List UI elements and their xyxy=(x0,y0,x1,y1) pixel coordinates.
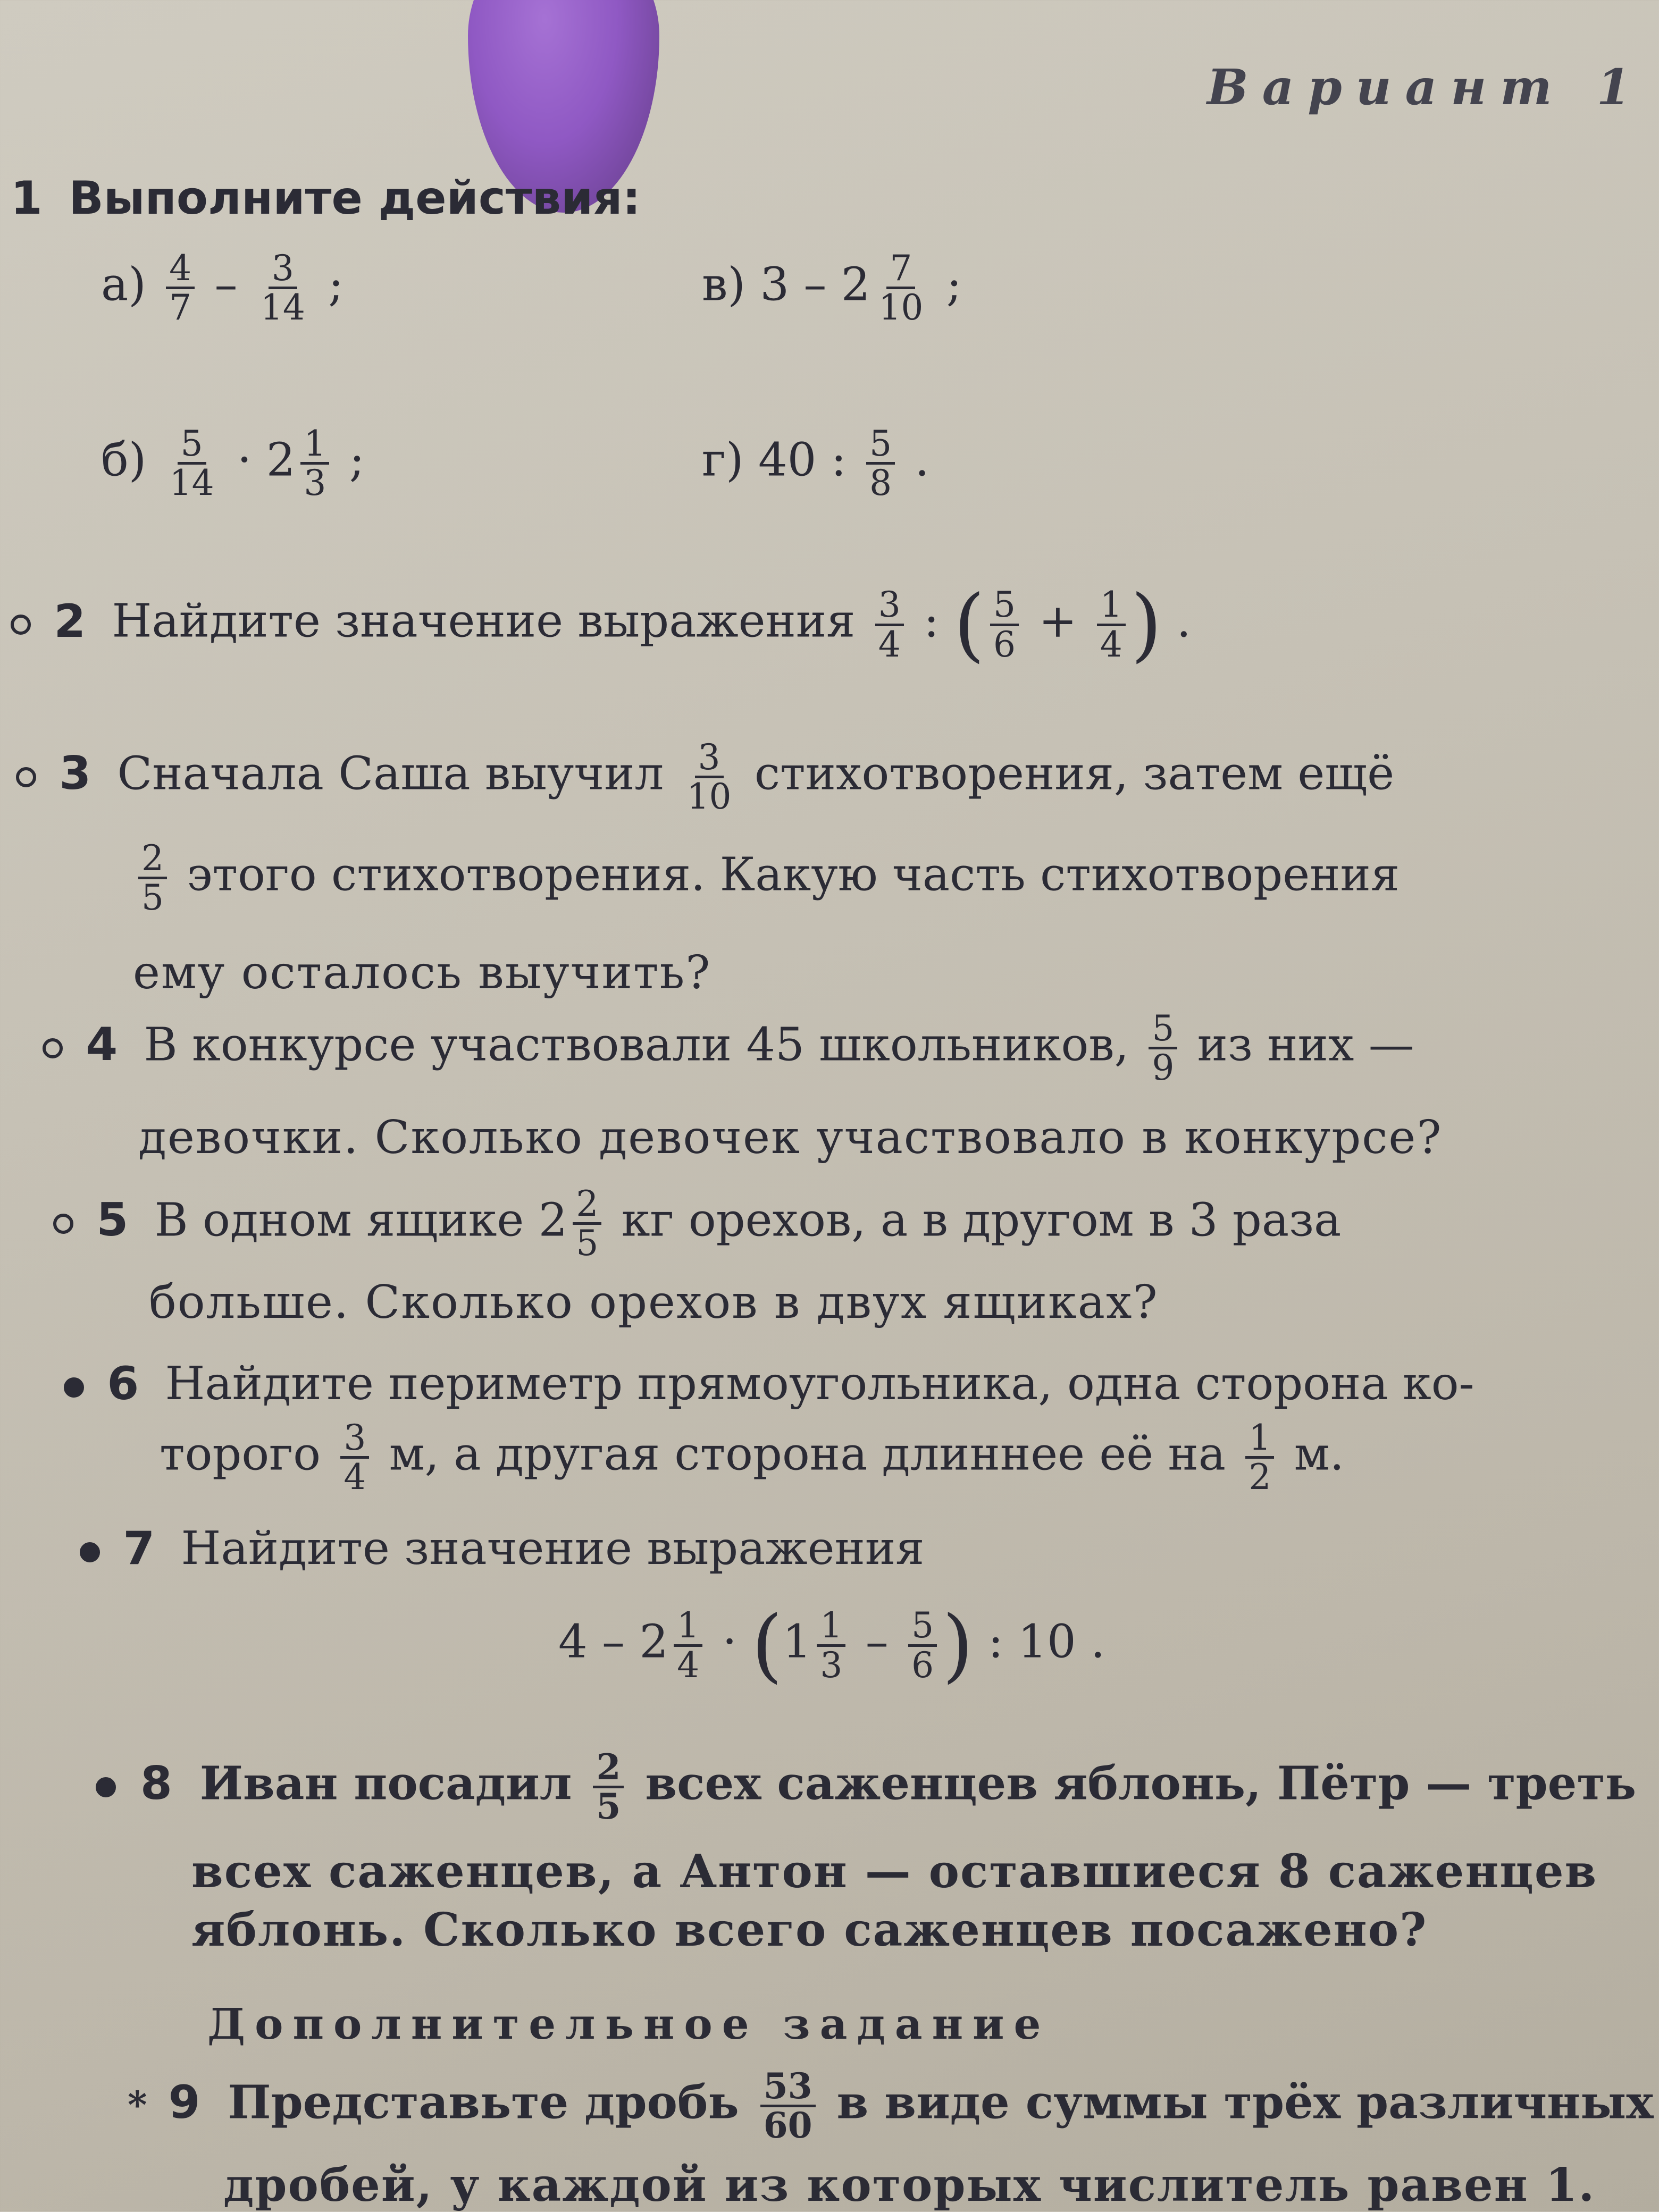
task-number: 1 xyxy=(11,172,43,225)
fraction: $\frac{3}{10}$ xyxy=(686,737,732,818)
number: 3 xyxy=(760,258,790,312)
punctuation: ; xyxy=(328,258,344,312)
filled-circle-icon xyxy=(64,1377,84,1398)
operator: · xyxy=(722,1615,737,1669)
expr-right: : 10 . xyxy=(987,1615,1105,1669)
filled-circle-icon xyxy=(96,1777,116,1797)
filled-circle-icon xyxy=(80,1542,100,1562)
operator: : xyxy=(831,433,847,487)
task-text: всех саженцев яблонь, Пётр — треть xyxy=(645,1756,1637,1811)
task-number: 9 xyxy=(168,2076,200,2130)
fraction: $\frac{7}{10}$ xyxy=(878,248,924,329)
task-1b xyxy=(101,425,365,502)
task-text: Сначала Саша выучил xyxy=(117,747,664,801)
fraction: $\frac{3}{4}$ xyxy=(875,586,904,663)
task-1-heading xyxy=(11,172,641,225)
whole-part: 2 xyxy=(266,433,296,487)
task-text: Иван посадил xyxy=(199,1756,572,1811)
open-circle-icon xyxy=(43,1038,63,1058)
open-circle-icon xyxy=(11,615,31,635)
task-text: из них — xyxy=(1197,1018,1414,1072)
task-8-line-3: яблонь. Сколько всего саженцев посажено? xyxy=(191,1903,1428,1957)
fraction: $\frac{5}{6}$ xyxy=(990,586,1019,663)
punctuation: . xyxy=(915,433,929,487)
paren-open: ( xyxy=(953,578,985,671)
whole-part: 1 xyxy=(782,1615,812,1669)
fraction: $\frac{1}{2}$ xyxy=(1245,1419,1274,1496)
item-label: в) xyxy=(702,258,745,312)
task-6-line-1 xyxy=(64,1357,1474,1410)
punctuation: . xyxy=(1176,594,1191,648)
operator: – xyxy=(214,258,238,312)
task-text: В одном ящике xyxy=(154,1193,524,1247)
task-number: 3 xyxy=(59,747,91,801)
open-circle-icon xyxy=(53,1214,73,1234)
task-1g xyxy=(702,425,929,502)
fraction: $\frac{3}{14}$ xyxy=(260,248,305,329)
task-5-line-2: больше. Сколько орехов в двух ящиках? xyxy=(149,1276,1159,1329)
fraction: $\frac{5}{9}$ xyxy=(1149,1010,1177,1087)
task-8-line-2: всех саженцев, а Антон — оставшиеся 8 саженцев xyxy=(191,1845,1598,1898)
task-2 xyxy=(11,578,1191,671)
item-label: г) xyxy=(702,433,744,487)
paren-close: ) xyxy=(1130,578,1162,671)
task-number: 5 xyxy=(96,1193,129,1247)
paren-close: ) xyxy=(942,1599,974,1692)
task-text: кг орехов, а в другом в 3 раза xyxy=(621,1193,1342,1247)
task-7-expression xyxy=(558,1599,1105,1692)
task-number: 8 xyxy=(140,1757,172,1811)
fraction: $\frac{2}{5}$ xyxy=(593,1749,624,1826)
fraction: $\frac{5}{6}$ xyxy=(908,1607,937,1684)
fraction: $\frac{5}{8}$ xyxy=(866,425,895,502)
task-4-line-2: девочки. Сколько девочек участвовало в конкурсе? xyxy=(138,1111,1443,1164)
task-9-line-1 xyxy=(128,2065,1654,2147)
task-text: этого стихотворения. Какую часть стихотворения xyxy=(187,848,1400,902)
task-text: Выполните действия: xyxy=(69,172,641,225)
task-text: м. xyxy=(1294,1427,1344,1481)
task-3-line-3: ему осталось выучить? xyxy=(133,946,711,999)
task-text: в виде суммы трёх различных xyxy=(836,2075,1654,2130)
punctuation: ; xyxy=(349,433,365,487)
task-number: 7 xyxy=(123,1522,155,1575)
variant-heading: Вариант 1 xyxy=(1207,58,1645,116)
task-6-line-2 xyxy=(160,1419,1344,1496)
task-text: Найдите значение выражения xyxy=(112,594,856,648)
fraction: $\frac{53}{60}$ xyxy=(760,2068,816,2144)
task-number: 2 xyxy=(54,594,86,648)
fraction: $\frac{1}{3}$ xyxy=(817,1607,845,1684)
task-7-line-1 xyxy=(80,1522,925,1575)
task-text: В конкурсе участвовали 45 школьников, xyxy=(144,1018,1129,1072)
fraction: $\frac{4}{7}$ xyxy=(166,250,195,326)
fraction: $\frac{1}{3}$ xyxy=(300,425,329,502)
fraction: $\frac{1}{4}$ xyxy=(674,1607,702,1684)
open-circle-icon xyxy=(16,767,36,787)
task-3-line-1 xyxy=(16,737,1395,818)
fraction: $\frac{1}{4}$ xyxy=(1097,586,1126,663)
task-5-line-1 xyxy=(53,1185,1341,1262)
fraction: $\frac{5}{14}$ xyxy=(169,423,214,504)
task-text: м, а другая сторона длиннее её на xyxy=(389,1427,1226,1481)
punctuation: ; xyxy=(946,258,962,312)
number: 40 xyxy=(758,433,817,487)
task-3-line-2 xyxy=(133,838,1400,919)
operator-div: : xyxy=(924,594,940,648)
item-label: а) xyxy=(101,258,146,312)
whole-part: 2 xyxy=(538,1193,568,1247)
task-4-line-1 xyxy=(43,1010,1414,1087)
whole-part: 2 xyxy=(841,258,870,312)
task-8-line-1 xyxy=(96,1746,1637,1828)
paren-open: ( xyxy=(751,1599,783,1692)
fraction: $\frac{3}{4}$ xyxy=(340,1419,369,1496)
task-number: 6 xyxy=(107,1357,139,1410)
task-1a xyxy=(101,248,344,329)
item-label: б) xyxy=(101,433,147,487)
operator-plus: + xyxy=(1038,594,1077,648)
extra-task-heading: Дополнительное задание xyxy=(207,1999,1051,2049)
operator: – xyxy=(865,1615,889,1669)
task-text: Найдите значение выражения xyxy=(181,1522,925,1575)
task-1v xyxy=(702,248,962,329)
task-text: стихотворения, затем ещё xyxy=(754,747,1395,801)
task-text: Найдите периметр прямоугольника, одна сторона ко- xyxy=(165,1357,1474,1410)
fraction: $\frac{2}{5}$ xyxy=(573,1185,601,1262)
expr-left: 4 – 2 xyxy=(558,1615,669,1669)
task-9-line-2: дробей, у каждой из которых числитель равен 1. xyxy=(223,2158,1596,2212)
task-text: Представьте дробь xyxy=(228,2075,739,2130)
operator: · xyxy=(237,433,252,487)
operator: – xyxy=(803,258,827,312)
star-marker: * xyxy=(128,2083,147,2127)
task-text: торого xyxy=(160,1427,321,1481)
task-number: 4 xyxy=(86,1018,118,1072)
fraction: $\frac{2}{5}$ xyxy=(138,840,167,916)
